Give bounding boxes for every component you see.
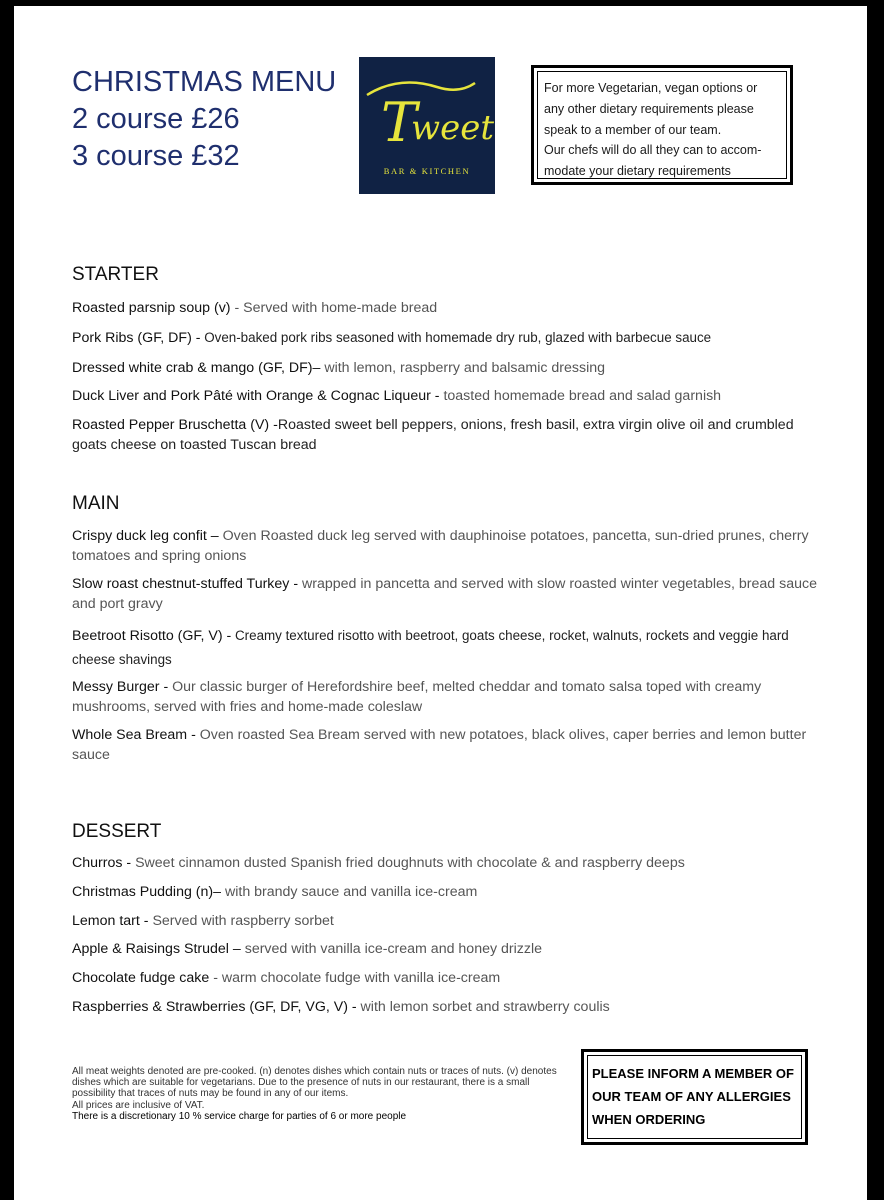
tweet-logo [359,57,495,194]
menu-item-name: Roasted Pepper Bruschetta (V) - [72,417,278,433]
allergy-notice-box [581,1049,808,1145]
allergy-notice-line: WHEN ORDERING [592,1112,706,1127]
menu-item [72,526,817,566]
menu-item [72,415,817,455]
footer-disclaimer [72,1066,574,1122]
menu-item-desc: toasted homemade bread and salad garnish [439,388,722,404]
menu-item-name: Chocolate fudge cake [72,970,210,986]
menu-item [72,882,817,902]
menu-header [72,64,342,175]
dietary-note-line: Our chefs will do all they can to accom- [544,143,762,158]
menu-page [14,6,867,1200]
menu-item-desc: with brandy sauce and vanilla ice-cream [221,884,478,900]
menu-item [72,911,817,931]
tweet-wordmark-rest: weet [411,108,495,148]
menu-item-name: Apple & Raisings Strudel – [72,941,241,957]
menu-item [72,939,817,959]
menu-item-name: Raspberries & Strawberries (GF, DF, VG, V) - [72,999,357,1015]
menu-item-desc: Oven-baked pork ribs seasoned with homemade dry rub, glazed with barbecue sauce [200,330,712,345]
dietary-note-line: any other dietary requirements please [544,101,754,116]
menu-item-name: Roasted parsnip soup (v) [72,300,231,316]
dietary-note-box [531,65,793,185]
allergy-notice-line: PLEASE INFORM A MEMBER OF [592,1066,794,1081]
menu-item [72,853,817,873]
menu-item-desc: Roasted sweet bell peppers, onions, fresh basil, extra virgin olive oil and crumbled goats cheese on toasted Tuscan bread [72,417,794,453]
menu-item [72,624,817,672]
menu-item-name: Pork Ribs (GF, DF) - [72,330,201,346]
dietary-note-line: modate your dietary requirements [544,164,731,179]
section-title-starter: STARTER [72,264,159,285]
menu-item-name: Slow roast chestnut-stuffed Turkey - [72,576,299,592]
menu-item-desc: wrapped in pancetta and served with slow roasted winter vegetables, bread sauce and port gravy [72,576,818,612]
menu-item-desc: served with vanilla ice-cream and honey drizzle [240,941,543,957]
menu-item [72,328,817,348]
nuts-disclaimer: All meat weights denoted are pre-cooked. (n) denotes dishes which contain nuts or traces of nuts. (v) denotes dishes which are suitable for vegetarians. Due to the presence of nuts in our restaurant, there is a small possibility that traces of nuts may be found in any of our items. [72,1066,557,1100]
menu-item [72,997,817,1017]
dietary-note-line: For more Vegetarian, vegan options or [544,81,758,95]
menu-item-name: Whole Sea Bream - [72,727,196,743]
menu-item-name: Beetroot Risotto (GF, V) - [72,628,232,644]
menu-item [72,968,817,988]
menu-item-desc: Oven Roasted duck leg served with dauphinoise potatoes, pancetta, sun-dried prunes, cherry tomatoes and spring onions [72,528,809,564]
three-course-price: 3 course £32 [72,140,240,172]
menu-item-desc: with lemon sorbet and strawberry coulis [356,999,610,1015]
menu-item-desc: - warm chocolate fudge with vanilla ice-cream [209,970,501,986]
menu-item-name: Duck Liver and Pork Pâté with Orange & Cognac Liqueur - [72,388,440,404]
menu-title: CHRISTMAS MENU [72,66,337,98]
menu-item [72,386,817,406]
menu-item [72,725,817,765]
service-charge-note: There is a discretionary 10 % service charge for parties of 6 or more people [72,1110,407,1122]
allergy-notice-line: OUR TEAM OF ANY ALLERGIES [592,1089,791,1104]
dietary-note-inner [537,71,787,179]
dietary-note-line: speak to a member of our team. [544,122,722,137]
menu-item [72,298,817,318]
menu-item [72,358,817,378]
menu-item-desc: with lemon, raspberry and balsamic dressing [320,360,606,376]
menu-item-desc: Sweet cinnamon dusted Spanish fried doughnuts with chocolate & and raspberry deeps [131,855,685,871]
menu-item-desc: Served with raspberry sorbet [148,913,334,929]
tweet-wordmark-t: T [381,91,418,154]
menu-item-desc: Oven roasted Sea Bream served with new potatoes, black olives, caper berries and lemon butter sauce [72,727,807,763]
menu-item-name: Christmas Pudding (n)– [72,884,222,900]
menu-item-name: Churros - [72,855,132,871]
allergy-notice-inner [587,1055,802,1139]
section-title-dessert: DESSERT [72,821,162,842]
menu-item-name: Lemon tart - [72,913,149,929]
menu-item-name: Messy Burger - [72,679,169,695]
menu-item-desc: Our classic burger of Herefordshire beef, melted cheddar and tomato salsa toped with creamy mushrooms, served with fries and home-made coleslaw [72,679,762,715]
menu-item [72,574,817,614]
two-course-price: 2 course £26 [72,103,240,135]
menu-item-name: Dressed white crab & mango (GF, DF)– [72,360,321,376]
menu-item [72,677,817,717]
menu-item-desc: Creamy textured risotto with beetroot, goats cheese, rocket, walnuts, rockets and veggie hard cheese shavings [72,628,789,667]
menu-item-name: Crispy duck leg confit – [72,528,219,544]
menu-item-desc: - Served with home-made bread [230,300,438,316]
vat-note: All prices are inclusive of VAT. [72,1099,205,1111]
logo-subtitle: BAR & KITCHEN [383,166,471,176]
section-title-main: MAIN [72,493,120,514]
